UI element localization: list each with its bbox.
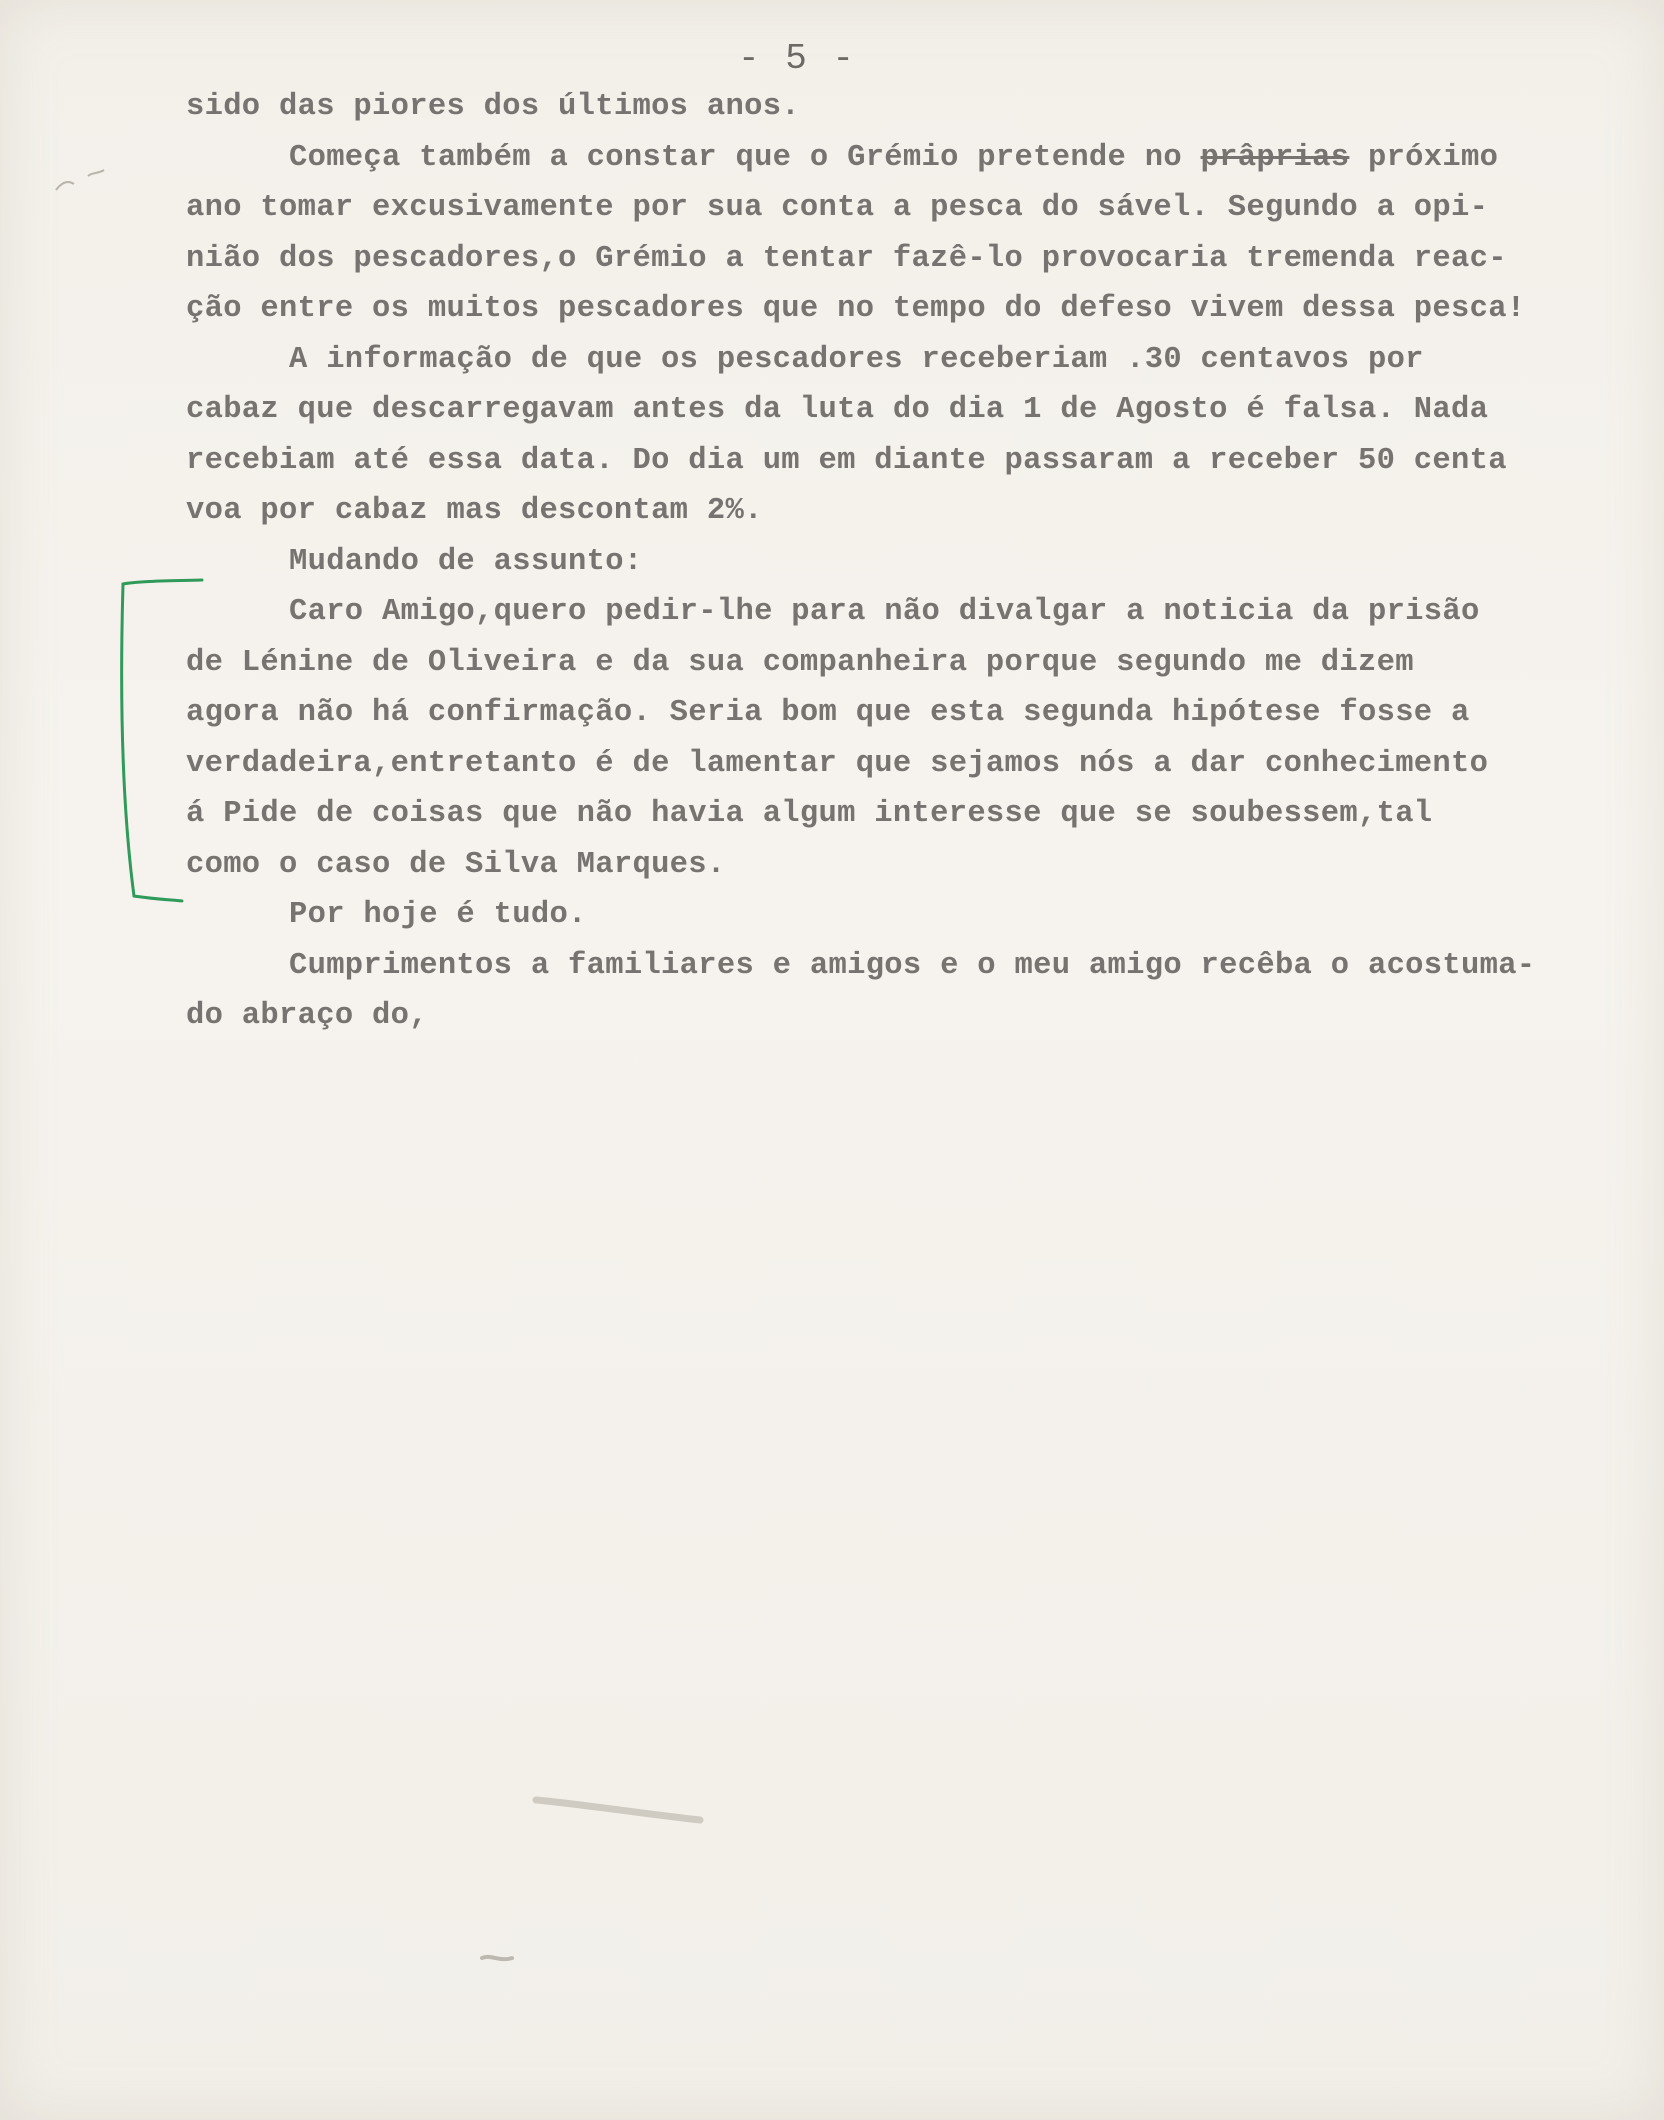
paper-smudge-lower [530,1790,730,1830]
body-line-4: nião dos pescadores,o Grémio a tentar fazê-lo provocaria tremenda reac- [186,241,1507,276]
body-line-17: Por hoje é tudo. [289,898,587,932]
body-line-9: voa por cabaz mas descontam 2%. [186,494,763,528]
paper-smudge-upper [48,162,118,202]
body-line-19: do abraço do, [186,999,428,1033]
body-line-12: de Lénine de Oliveira e da sua companheira porque segundo me dizem [186,645,1414,680]
body-line-11: Caro Amigo,quero pedir-lhe para não divalgar a noticia da prisão [289,595,1480,629]
body-line-16: como o caso de Silva Marques. [186,847,726,882]
body-line-6: A informação de que os pescadores receberiam .30 centavos por [289,342,1424,377]
body-line-14: verdadeira,entretanto é de lamentar que sejamos nós a dar conhecimento [186,746,1489,781]
body-line-13: agora não há confirmação. Seria bom que esta segunda hipótese fosse a [186,696,1470,730]
paper-smudge-mark [478,1948,518,1968]
body-line-1: sido das piores dos últimos anos. [186,90,800,124]
body-line-15: á Pide de coisas que não havia algum interesse que se soubessem,tal [186,797,1433,831]
body-line-2-text: Começa também a constar que o Grémio pretende no [289,140,1201,175]
body-line-18: Cumprimentos a familiares e amigos e o meu amigo recêba o acostuma- [289,948,1536,983]
body-line-10: Mudando de assunto: [289,544,643,579]
body-line-7: cabaz que descarregavam antes da luta do dia 1 de Agosto é falsa. Nada [186,393,1489,427]
struck-word: prâprias [1200,140,1350,175]
body-line-3: ano tomar excusivamente por sua conta a pesca do sável. Segundo a opi- [186,191,1489,225]
body-line-5: ção entre os muitos pescadores que no tempo do defeso vivem dessa pesca! [186,292,1526,326]
body-line-8: recebiam até essa data. Do dia um em diante passaram a receber 50 centa [186,443,1507,478]
body-line-2 [186,133,1646,184]
letter-body [186,82,1646,1042]
body-line-2-after: próximo [1349,140,1499,175]
page-number: - 5 - [738,38,857,79]
